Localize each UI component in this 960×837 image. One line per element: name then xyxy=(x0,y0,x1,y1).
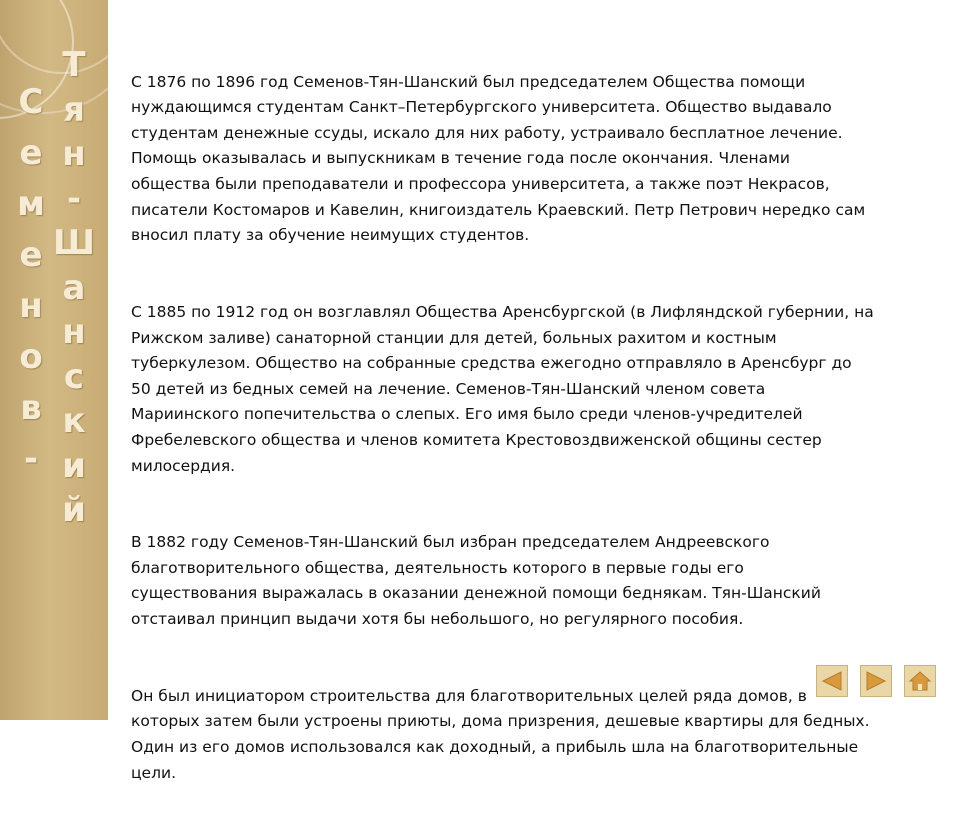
title-letter: н xyxy=(62,134,86,174)
title-letter: н xyxy=(62,312,86,352)
paragraph-arensburg-society: С 1885 по 1912 год он возглавлял Общества Аренсбургской (в Лифляндской губернии, на Рижском заливе) санаторной станции для детей, больных рахитом и костным туберкулезом. Общество на собранные средства ежегодно отправляло в Аренсбург до 50 детей из бедных семей на лечение. Семенов-Тян-Шанский членом совета Мариинского попечительства о слепых. Его имя было среди членов-учредителей Фребелевского общества и членов комитета Крестовоздвиженской общины сестер милосердия. xyxy=(131,302,874,475)
vertical-title-part2 xyxy=(53,45,96,538)
title-letter: м xyxy=(17,184,45,224)
title-letter: я xyxy=(63,89,85,130)
title-letter: а xyxy=(62,267,86,308)
title-letter: й xyxy=(62,490,86,530)
title-letter: н xyxy=(19,286,43,326)
home-slide-button[interactable] xyxy=(904,665,936,697)
title-letter: о xyxy=(19,337,43,377)
title-letter: и xyxy=(62,445,86,486)
arrow-left-icon xyxy=(820,670,844,692)
next-slide-button[interactable] xyxy=(860,665,892,697)
title-letter: е xyxy=(19,133,43,173)
title-letter: с xyxy=(63,356,85,397)
arrow-right-icon xyxy=(864,670,888,692)
vertical-title-part1 xyxy=(14,82,48,493)
home-icon xyxy=(908,670,932,692)
title-letter: к xyxy=(62,401,86,441)
title-letter: - xyxy=(23,439,39,479)
slide-body-text xyxy=(131,44,951,837)
title-letter: Т xyxy=(62,45,86,85)
title-letter: - xyxy=(66,178,82,219)
title-sidebar xyxy=(0,0,108,720)
title-letter: в xyxy=(20,388,42,428)
title-letter: Ш xyxy=(53,223,96,263)
paragraph-students-society: С 1876 по 1896 год Семенов-Тян-Шанский был председателем Общества помощи нуждающимся студентам Санкт–Петербургского университета. Общество выдавало студентам денежные ссуды, искало для них работу, устраивало бесплатное лечение. Помощь оказывалась и выпускникам в течение года после окончания. Членами общества были преподаватели и профессора университета, а также поэт Некрасов, писатели Костомаров и Кавелин, книгоиздатель Краевский. Петр Петрович нередко сам вносил плату за обучение неимущих студентов. xyxy=(131,72,866,245)
paragraph-andreevsky-society: В 1882 году Семенов-Тян-Шанский был избран председателем Андреевского благотворительного общества, деятельность которого в первые годы его существования выражалась в оказании денежной помощи беднякам. Тян-Шанский отстаивал принцип выдачи хотя бы небольшого, но регулярного пособия. xyxy=(131,533,821,629)
title-letter: е xyxy=(19,235,43,275)
paragraph-charity-houses: Он был инициатором строительства для благотворительных целей ряда домов, в которых затем были устроены приюты, дома призрения, дешевые квартиры для бедных. Один из его домов использовался как доходный, а прибыль шла на благотворительные цели. xyxy=(131,686,870,782)
prev-slide-button[interactable] xyxy=(816,665,848,697)
title-letter: С xyxy=(18,82,44,122)
